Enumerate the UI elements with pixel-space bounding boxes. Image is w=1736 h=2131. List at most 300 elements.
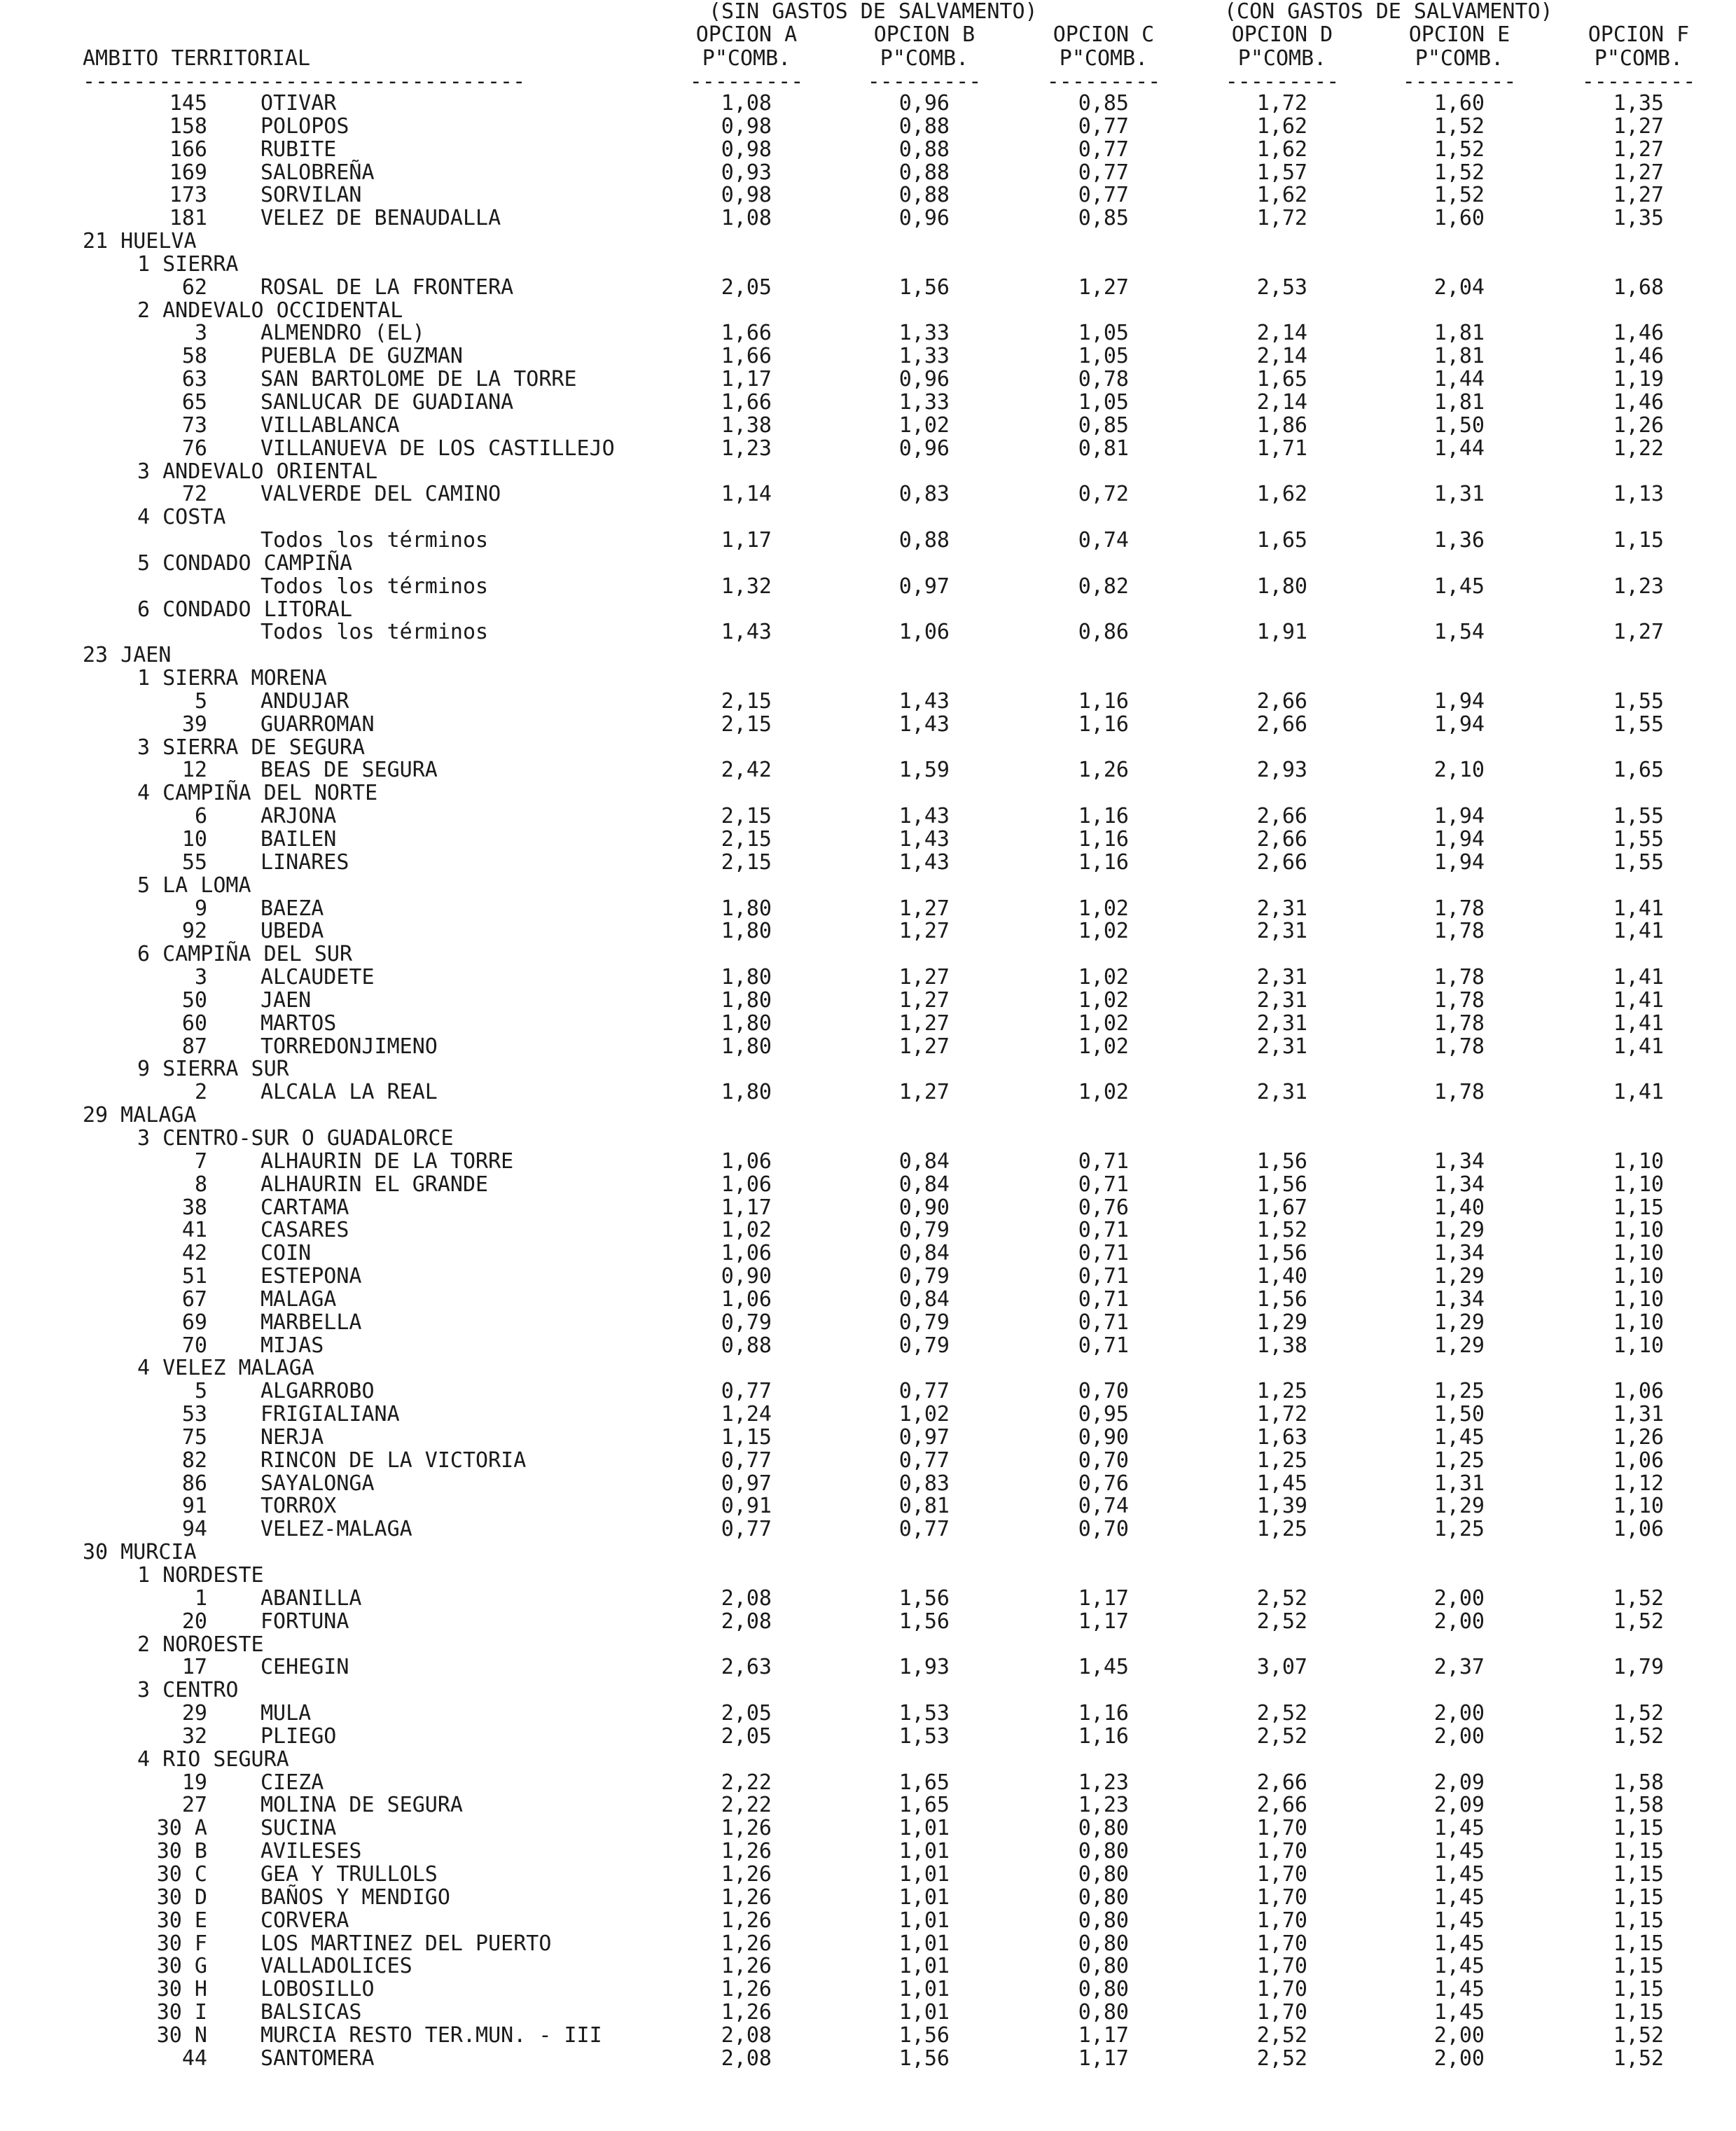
municipality-row [0,2022,1736,2048]
option-c-value: 0,71 [1078,1172,1129,1197]
option-a-value: 0,88 [721,1333,772,1358]
option-c-value: 1,16 [1078,712,1129,737]
option-d-value: 1,67 [1256,1195,1307,1220]
option-b-value: 0,79 [898,1333,950,1358]
option-a-value: 1,26 [721,1931,772,1956]
municipality-name: SALOBREÑA [261,160,375,185]
option-b-value: 0,96 [898,436,950,461]
municipality-row [0,920,1736,943]
option-f-value: 1,15 [1613,1839,1664,1864]
municipality-code: 145 [169,91,207,116]
option-d-value: 1,52 [1256,1218,1307,1243]
municipality-code: 30 E [156,1908,207,1933]
municipality-row [0,1081,1736,1104]
option-d-rule: --------- [1225,69,1340,94]
municipality-name: GUARROMAN [261,712,375,737]
option-b-value: 0,88 [898,113,950,139]
option-a-value: 1,32 [721,574,772,599]
option-d-value: 1,57 [1256,160,1307,185]
municipality-name: TORROX [261,1494,337,1519]
option-c-value: 0,80 [1078,1908,1129,1933]
municipality-name: ALCAUDETE [261,965,375,990]
option-f-value: 1,41 [1613,1034,1664,1059]
option-d-value: 1,62 [1256,137,1307,162]
option-a-value: 1,06 [721,1148,772,1174]
option-a-value: 2,22 [721,1793,772,1818]
option-e-value: 1,34 [1433,1172,1485,1197]
province-label: 21 HUELVA [83,229,197,254]
option-c-value: 0,81 [1078,436,1129,461]
option-c-value: 0,76 [1078,1195,1129,1220]
option-b-value: 0,97 [898,1424,950,1450]
municipality-row [0,1174,1736,1197]
comarca-row [0,875,1736,898]
option-a-value: 2,05 [721,275,772,300]
municipality-row [0,1473,1736,1496]
option-c-value: 1,17 [1078,2022,1129,2048]
comarca-label: 9 SIERRA SUR [137,1057,289,1082]
municipality-name: VELEZ-MALAGA [261,1517,412,1542]
municipality-name: MARBELLA [261,1310,362,1335]
option-e-value: 1,50 [1433,412,1485,438]
option-a-value: 1,26 [721,1977,772,2002]
option-d-value: 2,93 [1256,758,1307,783]
option-d-value: 2,66 [1256,804,1307,829]
option-f-value: 1,26 [1613,1424,1664,1450]
option-f-value: 1,10 [1613,1310,1664,1335]
option-d-value: 2,66 [1256,849,1307,875]
municipality-row [0,1219,1736,1242]
option-f-value: 1,55 [1613,827,1664,852]
municipality-name: SORVILAN [261,183,362,208]
municipality-name: FRIGIALIANA [261,1402,400,1427]
option-a-value: 0,98 [721,137,772,162]
municipality-code: 30 I [156,2000,207,2025]
option-e-value: 1,44 [1433,436,1485,461]
option-a-value: 0,97 [721,1471,772,1496]
municipality-row [0,1403,1736,1427]
option-d-value: 1,25 [1256,1448,1307,1473]
option-a-value: 1,08 [721,206,772,231]
province-label: 30 MURCIA [83,1540,197,1565]
option-f-value: 1,06 [1613,1448,1664,1473]
option-d-value: 1,62 [1256,482,1307,507]
option-b-value: 1,33 [898,344,950,369]
municipality-code: 76 [181,436,207,461]
option-d-value: 1,62 [1256,183,1307,208]
option-c-value: 0,80 [1078,1816,1129,1841]
option-c-value: 0,77 [1078,113,1129,139]
municipality-name: MOLINA DE SEGURA [261,1793,463,1818]
option-b-value: 1,56 [898,1609,950,1634]
municipality-code: 27 [181,1793,207,1818]
option-a-value: 0,93 [721,160,772,185]
option-f-value: 1,27 [1613,620,1664,645]
municipality-name: VALLADOLICES [261,1954,412,1979]
comarca-label: 1 SIERRA MORENA [137,666,327,691]
option-e-value: 1,29 [1433,1264,1485,1289]
comarca-label: 6 CONDADO LITORAL [137,597,353,622]
comarca-label: 6 CAMPIÑA DEL SUR [137,942,353,967]
municipality-row [0,1772,1736,1795]
municipality-row [0,966,1736,990]
option-a-value: 1,06 [721,1172,772,1197]
municipality-code: 82 [181,1448,207,1473]
municipality-code: 17 [181,1655,207,1680]
option-b-value: 1,27 [898,987,950,1013]
option-b-value: 0,77 [898,1379,950,1404]
option-e-value: 1,45 [1433,1861,1485,1887]
option-e-value: 1,94 [1433,712,1485,737]
municipality-code: 30 N [156,2022,207,2048]
option-f-value: 1,58 [1613,1770,1664,1795]
municipality-name: VILLANUEVA DE LOS CASTILLEJO [261,436,615,461]
option-d-value: 2,66 [1256,1770,1307,1795]
option-c-value: 0,77 [1078,137,1129,162]
municipality-row [0,162,1736,185]
option-b-value: 0,88 [898,183,950,208]
municipality-name: JAEN [261,987,312,1013]
municipality-name: ALMENDRO (EL) [261,321,425,346]
comarca-row [0,1679,1736,1702]
option-d-value: 1,25 [1256,1379,1307,1404]
option-d-value: 1,91 [1256,620,1307,645]
option-f-value: 1,10 [1613,1148,1664,1174]
option-c-value: 1,16 [1078,804,1129,829]
option-b-value: 1,65 [898,1770,950,1795]
option-b-value: 1,01 [898,1884,950,1910]
option-a-value: 1,06 [721,1241,772,1266]
option-d-value: 1,65 [1256,367,1307,392]
option-e-value: 1,45 [1433,574,1485,599]
municipality-name: GEA Y TRULLOLS [261,1861,438,1887]
option-b-value: 1,02 [898,412,950,438]
option-d-value: 1,29 [1256,1310,1307,1335]
option-f-unit: P"COMB. [1594,46,1683,71]
option-e-value: 1,29 [1433,1494,1485,1519]
municipality-code: 169 [169,160,207,185]
option-a-value: 2,15 [721,688,772,714]
option-d-value: 1,72 [1256,91,1307,116]
comarca-label: 4 VELEZ MALAGA [137,1356,314,1381]
municipality-name: CORVERA [261,1908,349,1933]
option-a-value: 2,08 [721,2022,772,2048]
option-b-value: 0,83 [898,1471,950,1496]
option-f-value: 1,68 [1613,275,1664,300]
option-b-value: 1,56 [898,275,950,300]
option-a-value: 1,17 [721,367,772,392]
option-f-value: 1,15 [1613,1954,1664,1979]
group-header-with-salvage: (CON GASTOS DE SALVAMENTO) [1224,0,1553,24]
option-f-value: 1,41 [1613,896,1664,921]
option-f-value: 1,46 [1613,344,1664,369]
province-row [0,1104,1736,1127]
municipality-code: 173 [169,183,207,208]
municipality-name: PLIEGO [261,1723,337,1749]
option-d-value: 1,86 [1256,412,1307,438]
option-b-value: 0,88 [898,160,950,185]
option-d-value: 2,66 [1256,827,1307,852]
option-c-value: 0,80 [1078,1954,1129,1979]
option-d-value: 2,31 [1256,1011,1307,1036]
municipality-code: 41 [181,1218,207,1243]
municipality-name: SAN BARTOLOME DE LA TORRE [261,367,577,392]
municipality-row [0,1978,1736,2001]
municipality-name: LOS MARTINEZ DEL PUERTO [261,1931,552,1956]
municipality-row [0,438,1736,461]
option-d-value: 2,31 [1256,896,1307,921]
option-a-value: 1,26 [721,1816,772,1841]
option-b-value: 0,83 [898,482,950,507]
option-f-value: 1,26 [1613,412,1664,438]
municipality-name: BALSICAS [261,2000,362,2025]
option-b-value: 1,27 [898,896,950,921]
option-b-value: 0,81 [898,1494,950,1519]
option-b-value: 1,33 [898,321,950,346]
municipality-name: MIJAS [261,1333,324,1358]
municipality-code: 158 [169,113,207,139]
option-e-value: 1,54 [1433,620,1485,645]
municipality-code: 91 [181,1494,207,1519]
municipality-code: 7 [194,1148,207,1174]
option-c-value: 0,80 [1078,1977,1129,2002]
option-e-value: 2,00 [1433,1701,1485,1726]
option-c-value: 1,16 [1078,1701,1129,1726]
option-a-value: 2,15 [721,712,772,737]
comarca-row [0,1357,1736,1380]
option-e-value: 2,09 [1433,1770,1485,1795]
option-c-value: 1,02 [1078,987,1129,1013]
option-d-value: 2,31 [1256,919,1307,944]
municipality-row [0,1148,1736,1174]
option-b-value: 1,43 [898,804,950,829]
option-f-value: 1,52 [1613,2022,1664,2048]
option-e-value: 1,78 [1433,919,1485,944]
option-f-value: 1,10 [1613,1172,1664,1197]
municipality-code: 19 [181,1770,207,1795]
option-e-value: 1,60 [1433,206,1485,231]
option-e-value: 1,29 [1433,1310,1485,1335]
municipality-row [0,2048,1736,2071]
option-a-value: 0,77 [721,1448,772,1473]
municipality-code: 53 [181,1402,207,1427]
option-f-value: 1,35 [1613,91,1664,116]
option-f-value: 1,46 [1613,389,1664,415]
option-b-value: 1,01 [898,2000,950,2025]
municipality-name: ALHAURIN DE LA TORRE [261,1148,514,1174]
province-label: 23 JAEN [83,643,172,668]
comarca-label: 3 CENTRO [137,1678,239,1703]
option-f-value: 1,35 [1613,206,1664,231]
option-f-value: 1,15 [1613,1908,1664,1933]
municipality-row [0,139,1736,162]
option-a-value: 1,26 [721,1908,772,1933]
option-f-value: 1,10 [1613,1286,1664,1312]
municipality-name: MURCIA RESTO TER.MUN. - III [261,2022,602,2048]
option-e-value: 1,78 [1433,987,1485,1013]
municipality-name: BAÑOS Y MENDIGO [261,1884,450,1910]
municipality-name: BEAS DE SEGURA [261,758,438,783]
municipality-name: MULA [261,1701,312,1726]
option-d-value: 2,14 [1256,321,1307,346]
municipality-name: AVILESES [261,1839,362,1864]
option-b-value: 1,06 [898,620,950,645]
option-a-value: 0,91 [721,1494,772,1519]
option-b-value: 1,43 [898,849,950,875]
option-c-value: 0,70 [1078,1517,1129,1542]
option-b-value: 1,33 [898,389,950,415]
option-f-value: 1,27 [1613,113,1664,139]
option-d-value: 1,80 [1256,574,1307,599]
option-d-value: 2,66 [1256,1793,1307,1818]
option-a-value: 1,38 [721,412,772,438]
municipality-name: ALHAURIN EL GRANDE [261,1172,489,1197]
municipality-name: SUCINA [261,1816,337,1841]
option-e-value: 1,25 [1433,1448,1485,1473]
option-c-value: 0,80 [1078,1861,1129,1887]
option-e-value: 1,45 [1433,1839,1485,1864]
comarca-label: 1 NORDESTE [137,1563,264,1588]
municipality-name: MARTOS [261,1011,337,1036]
municipality-code: 39 [181,712,207,737]
option-e-value: 1,25 [1433,1379,1485,1404]
municipality-code: 30 F [156,1931,207,1956]
option-a-value: 1,02 [721,1218,772,1243]
option-c-value: 1,26 [1078,758,1129,783]
municipality-code: 9 [194,896,207,921]
option-e-value: 2,10 [1433,758,1485,783]
municipality-name: OTIVAR [261,91,337,116]
option-f-value: 1,27 [1613,137,1664,162]
province-row [0,1541,1736,1564]
option-f-value: 1,15 [1613,528,1664,553]
municipality-row [0,1910,1736,1933]
option-f-value: 1,41 [1613,987,1664,1013]
option-a-value: 1,80 [721,987,772,1013]
municipality-row [0,368,1736,391]
option-c-value: 1,17 [1078,1609,1129,1634]
option-d-value: 1,70 [1256,1954,1307,1979]
option-d-value: 2,53 [1256,275,1307,300]
option-d-value: 2,52 [1256,2046,1307,2071]
municipality-row [0,1495,1736,1518]
municipality-row [0,322,1736,345]
option-c-value: 0,90 [1078,1424,1129,1450]
comarca-label: 3 CENTRO-SUR O GUADALORCE [137,1125,454,1151]
municipality-code: 20 [181,1609,207,1634]
municipality-row [0,1286,1736,1312]
option-a-value: 2,08 [721,1609,772,1634]
option-e-value: 1,78 [1433,896,1485,921]
municipality-code: 30 G [156,1954,207,1979]
option-e-value: 1,45 [1433,1908,1485,1933]
option-b-value: 1,59 [898,758,950,783]
option-e-value: 2,09 [1433,1793,1485,1818]
municipality-name: BAEZA [261,896,324,921]
option-c-value: 0,80 [1078,1884,1129,1910]
option-c-value: 1,05 [1078,321,1129,346]
municipality-code: 30 H [156,1977,207,2002]
option-a-value: 0,79 [721,1310,772,1335]
municipality-name: PUEBLA DE GUZMAN [261,344,463,369]
municipality-code: 29 [181,1701,207,1726]
option-f-value: 1,12 [1613,1471,1664,1496]
option-f-value: 1,79 [1613,1655,1664,1680]
municipality-row [0,184,1736,207]
option-e-value: 1,45 [1433,1931,1485,1956]
option-e-value: 1,52 [1433,113,1485,139]
municipality-row [0,1702,1736,1726]
option-b-value: 0,79 [898,1218,950,1243]
option-f-value: 1,15 [1613,2000,1664,2025]
option-d-value: 1,25 [1256,1517,1307,1542]
option-c-value: 0,86 [1078,620,1129,645]
option-f-value: 1,15 [1613,1977,1664,2002]
option-c-value: 1,05 [1078,389,1129,415]
municipality-code: 73 [181,412,207,438]
option-e-value: 1,78 [1433,965,1485,990]
municipality-row [0,759,1736,782]
municipality-code: 6 [194,804,207,829]
option-c-value: 0,78 [1078,367,1129,392]
option-a-value: 1,24 [721,1402,772,1427]
option-a-value: 1,66 [721,344,772,369]
municipality-row [0,345,1736,368]
option-a-value: 1,80 [721,896,772,921]
municipality-code: 30 D [156,1884,207,1910]
option-f-value: 1,15 [1613,1816,1664,1841]
municipality-name: SANTOMERA [261,2046,375,2071]
option-b-value: 0,84 [898,1148,950,1174]
option-b-value: 1,65 [898,1793,950,1818]
municipality-row [0,690,1736,714]
option-d-value: 2,14 [1256,389,1307,415]
option-c-value: 1,05 [1078,344,1129,369]
option-c-value: 1,16 [1078,849,1129,875]
comarca-row [0,599,1736,622]
municipality-row [0,1955,1736,1978]
comarca-row [0,943,1736,966]
option-a-rule: --------- [689,69,804,94]
option-c-value: 1,16 [1078,688,1129,714]
option-c-value: 0,80 [1078,2000,1129,2025]
municipality-name: CIEZA [261,1770,324,1795]
option-f-value: 1,13 [1613,482,1664,507]
option-b-value: 1,53 [898,1701,950,1726]
comarca-row [0,782,1736,805]
municipality-row [0,1585,1736,1611]
municipality-name: NERJA [261,1424,324,1450]
municipality-code: 67 [181,1286,207,1312]
option-a-value: 2,63 [721,1655,772,1680]
option-e-value: 1,34 [1433,1148,1485,1174]
option-d-value: 1,71 [1256,436,1307,461]
option-f-value: 1,19 [1613,367,1664,392]
option-b-value: 1,27 [898,1034,950,1059]
municipality-name: RINCON DE LA VICTORIA [261,1448,527,1473]
municipality-code: 86 [181,1471,207,1496]
option-b-value: 0,88 [898,528,950,553]
option-b-value: 1,93 [898,1655,950,1680]
option-a-header: OPCION A [695,22,798,47]
municipality-row [0,1013,1736,1036]
comarca-label: 1 SIERRA [137,251,239,277]
option-e-value: 2,00 [1433,1585,1485,1611]
option-c-value: 0,71 [1078,1310,1129,1335]
option-b-value: 1,01 [898,1977,950,2002]
option-f-value: 1,55 [1613,849,1664,875]
municipality-code: 8 [194,1172,207,1197]
